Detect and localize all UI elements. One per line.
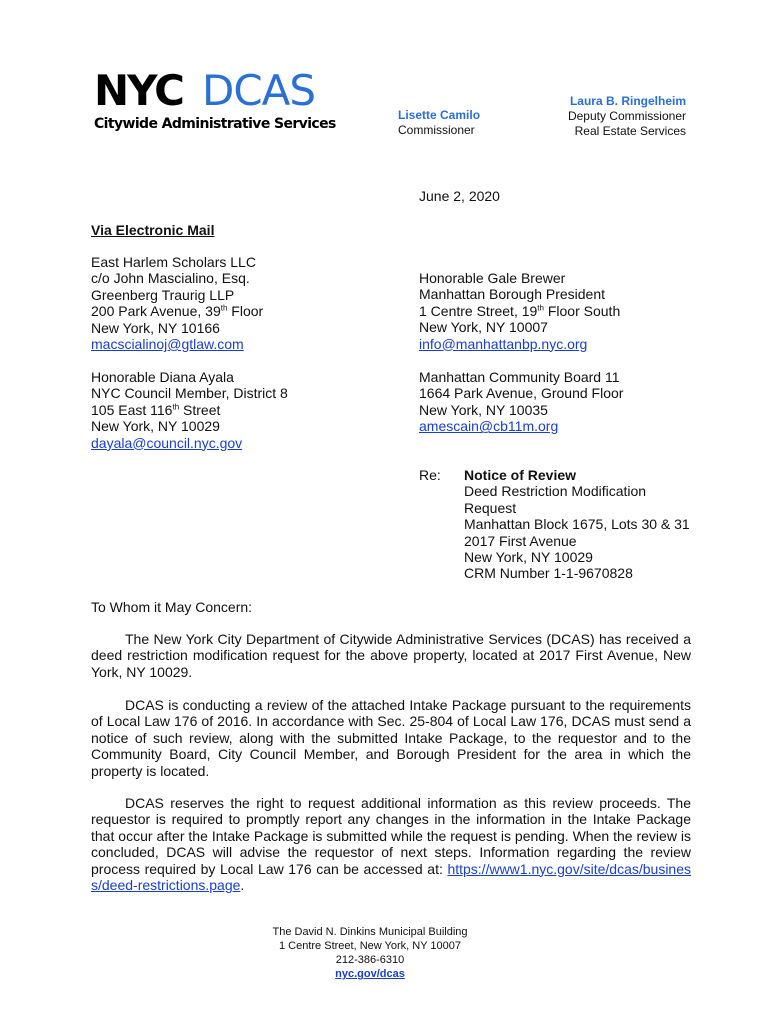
- re-line: New York, NY 10029: [464, 549, 593, 566]
- re-line: Deed Restriction Modification: [464, 483, 647, 500]
- paragraph-3: DCAS reserves the right to request additional information as this review proceeds. The requestor is required to promptly report any changes in the information in the Intake Package that occur after the Intake Package is submitted while the request is pending. When the review is concluded, DCAS will advise the requestor of next steps. Information regarding the review process required by Local Law 176 can be accessed at: https://www1.nyc.gov/site/dcas/business/deed-restrictions.page.: [91, 795, 691, 894]
- recipient-line: New York, NY 10035: [419, 401, 548, 418]
- recipient-line: NYC Council Member, District 8: [91, 385, 288, 402]
- footer-web-link[interactable]: nyc.gov/dcas: [335, 968, 405, 980]
- recipient-line: 1664 Park Avenue, Ground Floor: [419, 385, 624, 402]
- re-title: Notice of Review: [464, 467, 577, 483]
- footer: [0, 925, 740, 981]
- recipient-line: Honorable Diana Ayala: [91, 369, 234, 385]
- recipient-address: 200 Park Avenue, 39th Floor: [91, 303, 264, 320]
- via-electronic-mail: Via Electronic Mail: [91, 222, 215, 238]
- footer-phone: 212-386-6310: [335, 954, 405, 966]
- commissioner-name: Lisette Camilo: [398, 108, 481, 122]
- re-line: Manhattan Block 1675, Lots 30 & 31: [464, 516, 690, 533]
- deputy-dept: Real Estate Services: [574, 124, 686, 138]
- deputy-block: [568, 94, 686, 139]
- recipient-line: Manhattan Community Board 11: [419, 369, 620, 385]
- recipient-gale-brewer: [419, 270, 620, 352]
- deputy-name: Laura B. Ringelheim: [569, 94, 686, 108]
- recipient-line: Greenberg Traurig LLP: [91, 286, 235, 303]
- recipient-address: 1 Centre Street, 19th Floor South: [419, 302, 621, 319]
- letter-date: June 2, 2020: [419, 188, 500, 204]
- re-line: CRM Number 1-1-9670828: [464, 565, 633, 582]
- recipient-email-link[interactable]: macscialinoj@gtlaw.com: [91, 336, 244, 353]
- recipient-email-link[interactable]: amescain@cb11m.org: [419, 418, 559, 435]
- deputy-title: Deputy Commissioner: [567, 109, 686, 123]
- commissioner-block: [398, 108, 480, 138]
- recipient-line: c/o John Mascialino, Esq.: [91, 270, 250, 287]
- recipient-line: East Harlem Scholars LLC: [91, 254, 256, 270]
- recipient-east-harlem-scholars: [91, 254, 263, 352]
- re-line: 2017 First Avenue: [464, 532, 577, 549]
- recipient-email-link[interactable]: info@manhattanbp.nyc.org: [419, 335, 588, 352]
- recipient-community-board-11: [419, 369, 623, 435]
- recipient-diana-ayala: [91, 369, 288, 451]
- commissioner-title: Commissioner: [398, 123, 475, 137]
- re-line: Request: [464, 499, 517, 516]
- dcas-logo: DCAS: [202, 66, 316, 115]
- re-block: [464, 467, 690, 582]
- nyc-logo: NYC: [94, 66, 183, 115]
- recipient-line: Honorable Gale Brewer: [419, 270, 566, 286]
- paragraph-1: The New York City Department of Citywide Administrative Services (DCAS) has received a deed restriction modification request for the above property, located at 2017 First Avenue, New York, NY 10029.: [91, 631, 691, 680]
- logo-subtitle: Citywide Administrative Services: [94, 116, 336, 132]
- salutation: To Whom it May Concern:: [91, 599, 253, 615]
- recipient-city: New York, NY 10166: [91, 319, 220, 336]
- re-label: Re:: [419, 467, 441, 483]
- deed-restrictions-link[interactable]: https://www1.nyc.gov/site/dcas/business/deed-restrictions.page: [91, 860, 691, 894]
- recipient-email-link[interactable]: dayala@council.nyc.gov: [91, 434, 243, 451]
- recipient-line: Manhattan Borough President: [419, 286, 606, 303]
- recipient-address: 105 East 116th Street: [91, 401, 221, 418]
- footer-address: 1 Centre Street, New York, NY 10007: [278, 940, 461, 952]
- footer-building: The David N. Dinkins Municipal Building: [272, 926, 468, 938]
- recipient-city: New York, NY 10007: [419, 319, 548, 336]
- paragraph-2: DCAS is conducting a review of the attached Intake Package pursuant to the requirements of Local Law 176 of 2016. In accordance with Sec. 25-804 of Local Law 176, DCAS must send a notice of such review, along with the submitted Intake Package, to the requestor and to the Community Board, City Council Member, and Borough President for the area in which the property is located.: [91, 697, 691, 779]
- recipient-city: New York, NY 10029: [91, 418, 220, 435]
